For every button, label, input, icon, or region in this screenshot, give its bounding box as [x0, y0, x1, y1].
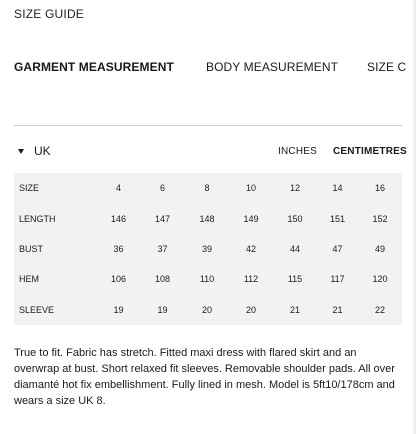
- table-row-length: [14, 203, 402, 233]
- region-dropdown[interactable]: [18, 144, 51, 158]
- table-cell: 110: [199, 274, 215, 285]
- divider: [14, 125, 402, 126]
- table-cell: 4: [115, 183, 121, 194]
- table-cell: 112: [243, 274, 259, 285]
- table-cell: 10: [245, 183, 256, 194]
- table-cell: 19: [113, 304, 124, 315]
- tab-garment-measurement[interactable]: GARMENT MEASUREMENT: [14, 60, 174, 74]
- table-cell: 8: [204, 183, 210, 194]
- table-cell: 39: [201, 243, 212, 254]
- table-cell: 6: [159, 183, 165, 194]
- table-cell: 152: [372, 213, 388, 224]
- row-header: SIZE: [19, 183, 40, 194]
- tab-body-measurement[interactable]: BODY MEASUREMENT: [206, 60, 339, 74]
- table-cell: 150: [287, 213, 303, 224]
- table-cell: 14: [332, 183, 343, 194]
- table-cell: 151: [329, 213, 346, 224]
- table-cell: 42: [245, 243, 256, 254]
- table-row-sleeve: [14, 295, 402, 325]
- table-cell: 22: [374, 304, 385, 315]
- row-header: LENGTH: [19, 213, 56, 224]
- page-title: SIZE GUIDE: [14, 7, 85, 21]
- unit-toggle-inches[interactable]: INCHES: [278, 146, 317, 157]
- table-cell: 115: [287, 274, 303, 285]
- row-header: BUST: [19, 243, 44, 254]
- table-cell: 44: [289, 243, 300, 254]
- region-unit-row: [14, 143, 407, 161]
- table-cell: 147: [154, 213, 171, 224]
- table-cell: 148: [199, 213, 215, 224]
- table-cell: 19: [157, 304, 168, 315]
- table-cell: 16: [374, 183, 385, 194]
- table-cell: 149: [243, 213, 259, 224]
- table-cell: 20: [245, 304, 256, 315]
- tab-size-conversion[interactable]: SIZE C: [367, 60, 407, 74]
- table-cell: 146: [110, 213, 127, 224]
- table-cell: 108: [154, 274, 171, 285]
- size-table: [14, 173, 402, 325]
- table-cell: 117: [330, 274, 345, 285]
- table-row-hem: [14, 264, 402, 294]
- table-cell: 106: [110, 274, 127, 285]
- table-cell: 36: [113, 243, 124, 254]
- row-header: HEM: [19, 274, 39, 285]
- product-description: True to fit. Fabric has stretch. Fitted maxi dress with flared skirt and an overwrap at bust. Short relaxed fit sleeves. Removable shoulder pads. All over diamanté hot fix embellishment. Fully lined in mesh. Model is 5ft10/178cm and wears a size UK 8.: [14, 347, 395, 407]
- table-cell: 12: [289, 183, 300, 194]
- row-header: SLEEVE: [19, 304, 55, 315]
- caret-down-icon: [18, 149, 24, 154]
- region-selected-label: UK: [34, 144, 51, 158]
- table-cell: 49: [374, 243, 385, 254]
- table-row-bust: [14, 234, 402, 264]
- table-cell: 21: [332, 304, 343, 315]
- table-cell: 37: [157, 243, 168, 254]
- table-cell: 20: [201, 304, 212, 315]
- table-row-size: [14, 173, 402, 203]
- table-cell: 120: [372, 274, 388, 285]
- unit-toggle-centimetres[interactable]: CENTIMETRES: [333, 146, 407, 157]
- table-cell: 47: [332, 243, 343, 254]
- table-cell: 21: [289, 304, 300, 315]
- measurement-tabs: [0, 60, 416, 78]
